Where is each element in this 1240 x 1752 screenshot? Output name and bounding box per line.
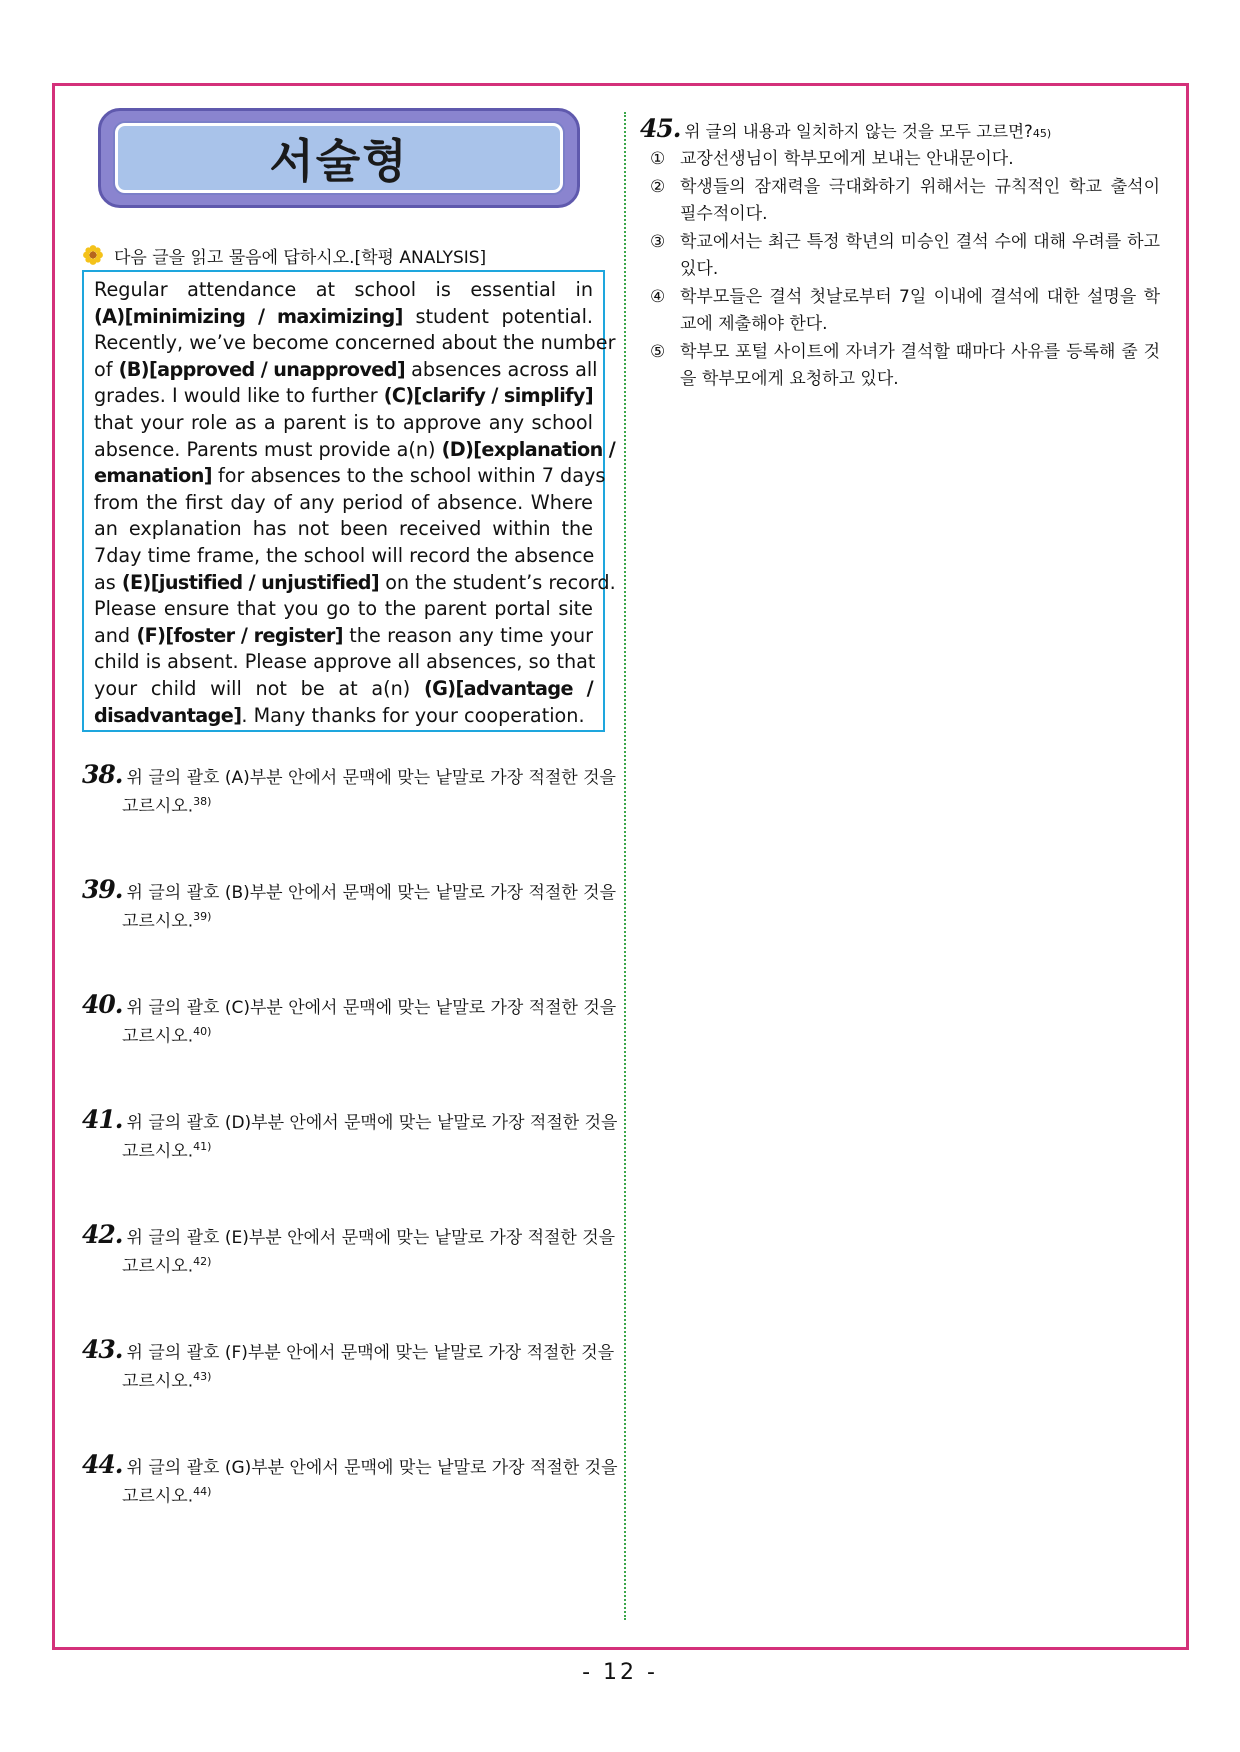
passage-line xyxy=(94,383,593,410)
question-text: 위 글의 괄호 (G)부분 안에서 문맥에 맞는 낱말로 가장 적절한 것을 xyxy=(126,1458,618,1478)
option-text: 학생들의 잠재력을 극대화하기 위해서는 규칙적인 학교 출석이 필수적이다. xyxy=(680,176,1160,224)
option-4 xyxy=(640,284,1160,339)
passage-line xyxy=(94,649,596,676)
passage-text: student potential. xyxy=(402,304,593,328)
passage-line xyxy=(94,277,593,304)
passage-line xyxy=(94,304,593,331)
footnote-ref: 38) xyxy=(193,795,212,808)
choice-bracket: (B)[approved / unapproved] xyxy=(118,357,406,381)
question-text: 위 글의 괄호 (F)부분 안에서 문맥에 맞는 낱말로 가장 적절한 것을 xyxy=(126,1343,615,1363)
passage-line xyxy=(94,490,593,517)
passage-text: for absences to the school within 7 days xyxy=(211,464,606,488)
passage-text: Please ensure that you go to the parent portal site xyxy=(94,597,593,621)
passage-box xyxy=(82,270,616,732)
section-title: 서술형 xyxy=(269,134,409,188)
passage-text: on the student’s record. xyxy=(379,570,616,594)
question-text-cont: 고르시오. xyxy=(122,1141,194,1162)
passage-text: from the first day of any period of absence. Where xyxy=(94,490,593,514)
question-number: 42. xyxy=(82,1220,123,1249)
question-text: 위 글의 괄호 (B)부분 안에서 문맥에 맞는 낱말로 가장 적절한 것을 xyxy=(126,883,617,903)
passage-line xyxy=(94,516,593,543)
question-number: 38. xyxy=(82,760,123,789)
question-38 xyxy=(82,760,616,819)
question-text-cont: 고르시오. xyxy=(122,1371,194,1392)
choice-bracket: (F)[foster / register] xyxy=(136,623,343,647)
passage-text: absences across all xyxy=(405,357,598,381)
passage-text: an explanation has not been received within the xyxy=(94,517,593,541)
question-number: 39. xyxy=(82,875,123,904)
question-42 xyxy=(82,1220,616,1279)
question-text: 위 글의 괄호 (C)부분 안에서 문맥에 맞는 낱말로 가장 적절한 것을 xyxy=(126,998,617,1018)
option-mark: ④ xyxy=(650,286,666,307)
passage-text: . Many thanks for your cooperation. xyxy=(241,703,585,727)
option-text: 학부모 포털 사이트에 자녀가 결석할 때마다 사유를 등록해 줄 것을 학부모에게 요청하고 있다. xyxy=(680,341,1160,389)
passage-text: your child will not be at a(n) xyxy=(94,676,424,700)
passage-line xyxy=(94,596,593,623)
question-text-cont: 고르시오. xyxy=(122,1486,194,1507)
passage-text: child is absent. Please approve all absences, so that xyxy=(94,650,596,674)
option-text: 학부모들은 결석 첫날로부터 7일 이내에 결석에 대한 설명을 학교에 제출해야 한다. xyxy=(680,286,1160,334)
passage-text: 7day time frame, the school will record the absence xyxy=(94,543,595,567)
passage-line xyxy=(94,330,616,357)
question-45 xyxy=(640,114,1160,394)
option-mark: ③ xyxy=(650,231,666,252)
footnote-ref: 41) xyxy=(193,1140,212,1153)
footnote-ref: 44) xyxy=(193,1485,212,1498)
question-41 xyxy=(82,1105,618,1164)
question-text: 위 글의 괄호 (A)부분 안에서 문맥에 맞는 낱말로 가장 적절한 것을 xyxy=(126,768,616,788)
option-1 xyxy=(640,146,1160,174)
flower-icon xyxy=(82,244,104,266)
passage-text: the reason any time your xyxy=(342,623,594,647)
passage-line xyxy=(94,410,593,437)
question-39 xyxy=(82,875,617,934)
footnote-ref: 42) xyxy=(193,1255,212,1268)
question-text: 위 글의 괄호 (D)부분 안에서 문맥에 맞는 낱말로 가장 적절한 것을 xyxy=(126,1113,618,1133)
choice-bracket: emanation] xyxy=(94,464,212,488)
passage-line xyxy=(94,437,616,464)
passage-text: Recently, we’ve become concerned about the number xyxy=(94,331,616,355)
passage-text: absence. Parents must provide a(n) xyxy=(94,437,442,461)
question-text-cont: 고르시오. xyxy=(122,796,194,817)
section-banner-inner xyxy=(115,123,563,193)
question-text: 위 글의 괄호 (E)부분 안에서 문맥에 맞는 낱말로 가장 적절한 것을 xyxy=(126,1228,616,1248)
passage-text: grades. I would like to further xyxy=(94,384,384,408)
question-number: 43. xyxy=(82,1335,123,1364)
question-43 xyxy=(82,1335,615,1394)
passage-line xyxy=(94,357,598,384)
passage-text: that your role as a parent is to approve any school xyxy=(94,410,593,434)
footnote-ref: 43) xyxy=(193,1370,212,1383)
choice-bracket: (G)[advantage / xyxy=(423,676,593,700)
question-number: 44. xyxy=(82,1450,123,1479)
question-44 xyxy=(82,1450,618,1509)
instruction xyxy=(82,242,622,268)
footnote-ref: 40) xyxy=(193,1025,212,1038)
choice-bracket: (E)[justified / unjustified] xyxy=(121,570,380,594)
choice-bracket: (C)[clarify / simplify] xyxy=(383,384,593,408)
footnote-ref: 45) xyxy=(1032,127,1052,140)
question-text-cont: 고르시오. xyxy=(122,1256,194,1277)
passage-text: of xyxy=(94,357,119,381)
choice-bracket: disadvantage] xyxy=(94,703,242,727)
page-number: - 12 - xyxy=(582,1660,658,1685)
question-number: 41. xyxy=(82,1105,123,1134)
passage-text: as xyxy=(94,570,122,594)
question-text-cont: 고르시오. xyxy=(122,911,194,932)
question-number: 40. xyxy=(82,990,123,1019)
option-mark: ⑤ xyxy=(650,341,666,362)
passage-line xyxy=(94,676,593,703)
option-2 xyxy=(640,174,1160,229)
option-text: 교장선생님이 학부모에게 보내는 안내문이다. xyxy=(680,149,1014,169)
passage-line xyxy=(94,703,593,730)
question-40 xyxy=(82,990,617,1049)
passage-line xyxy=(94,463,606,490)
option-mark: ① xyxy=(650,149,666,169)
question-text-cont: 고르시오. xyxy=(122,1026,194,1047)
passage-text: and xyxy=(94,623,137,647)
section-banner xyxy=(98,108,580,208)
footnote-ref: 39) xyxy=(193,910,212,923)
passage-text: Regular attendance at school is essential in xyxy=(94,278,593,301)
passage-line xyxy=(94,623,593,650)
option-text: 학교에서는 최근 특정 학년의 미승인 결석 수에 대해 우려를 하고 있다. xyxy=(680,231,1160,279)
choice-bracket: (D)[explanation / xyxy=(441,437,616,461)
option-5 xyxy=(640,339,1160,394)
instruction-text: 다음 글을 읽고 물음에 답하시오.[학평 ANALYSIS] xyxy=(114,247,487,268)
option-mark: ② xyxy=(650,176,666,197)
question-text: 위 글의 내용과 일치하지 않는 것을 모두 고르면? xyxy=(684,122,1033,141)
passage-line xyxy=(94,543,593,570)
column-divider xyxy=(624,112,626,1620)
question-number: 45. xyxy=(640,114,681,143)
choice-bracket: (A)[minimizing / maximizing] xyxy=(94,304,403,328)
passage-line xyxy=(94,570,616,597)
option-3 xyxy=(640,229,1160,284)
